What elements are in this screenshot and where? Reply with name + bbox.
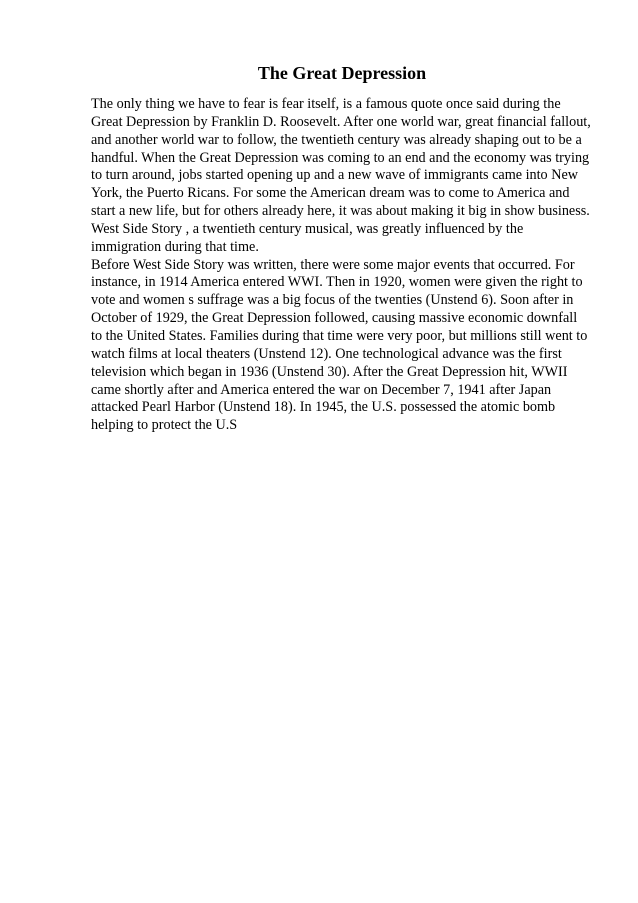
document-body bbox=[91, 96, 591, 435]
paragraph-events: Before West Side Story was written, there were some major events that occurred. For instance, in 1914 America entered WWI. Then in 1920, women were given the right to vote and women s suffrage was a big focus of the twenties (Unstend 6). Soon after in October of 1929, the Great Depression followed, causing massive economic downfall to the United States. Families during that time were very poor, but millions still went to watch films at local theaters (Unstend 12). One technological advance was the first television which began in 1936 (Unstend 30). After the Great Depression hit, WWII came shortly after and America entered the war on December 7, 1941 after Japan attacked Pearl Harbor (Unstend 18). In 1945, the U.S. possessed the atomic bomb helping to protect the U.S bbox=[91, 256, 588, 434]
document-title: The Great Depression bbox=[257, 63, 427, 83]
paragraph-intro: The only thing we have to fear is fear itself, is a famous quote once said during the Great Depression by Franklin D. Roosevelt. After one world war, great financial fallout, and another world war to follow, the twentieth century was already shaping out to be a handful. When the Great Depression was coming to an end and the economy was trying to turn around, jobs started opening up and a new wave of immigrants came into New York, the Puerto Ricans. For some the American dream was to come to America and start a new life, but for others already here, it was about making it big in show business. West Side Story , a twentieth century musical, was greatly influenced by the immigration during that time. bbox=[91, 96, 591, 255]
